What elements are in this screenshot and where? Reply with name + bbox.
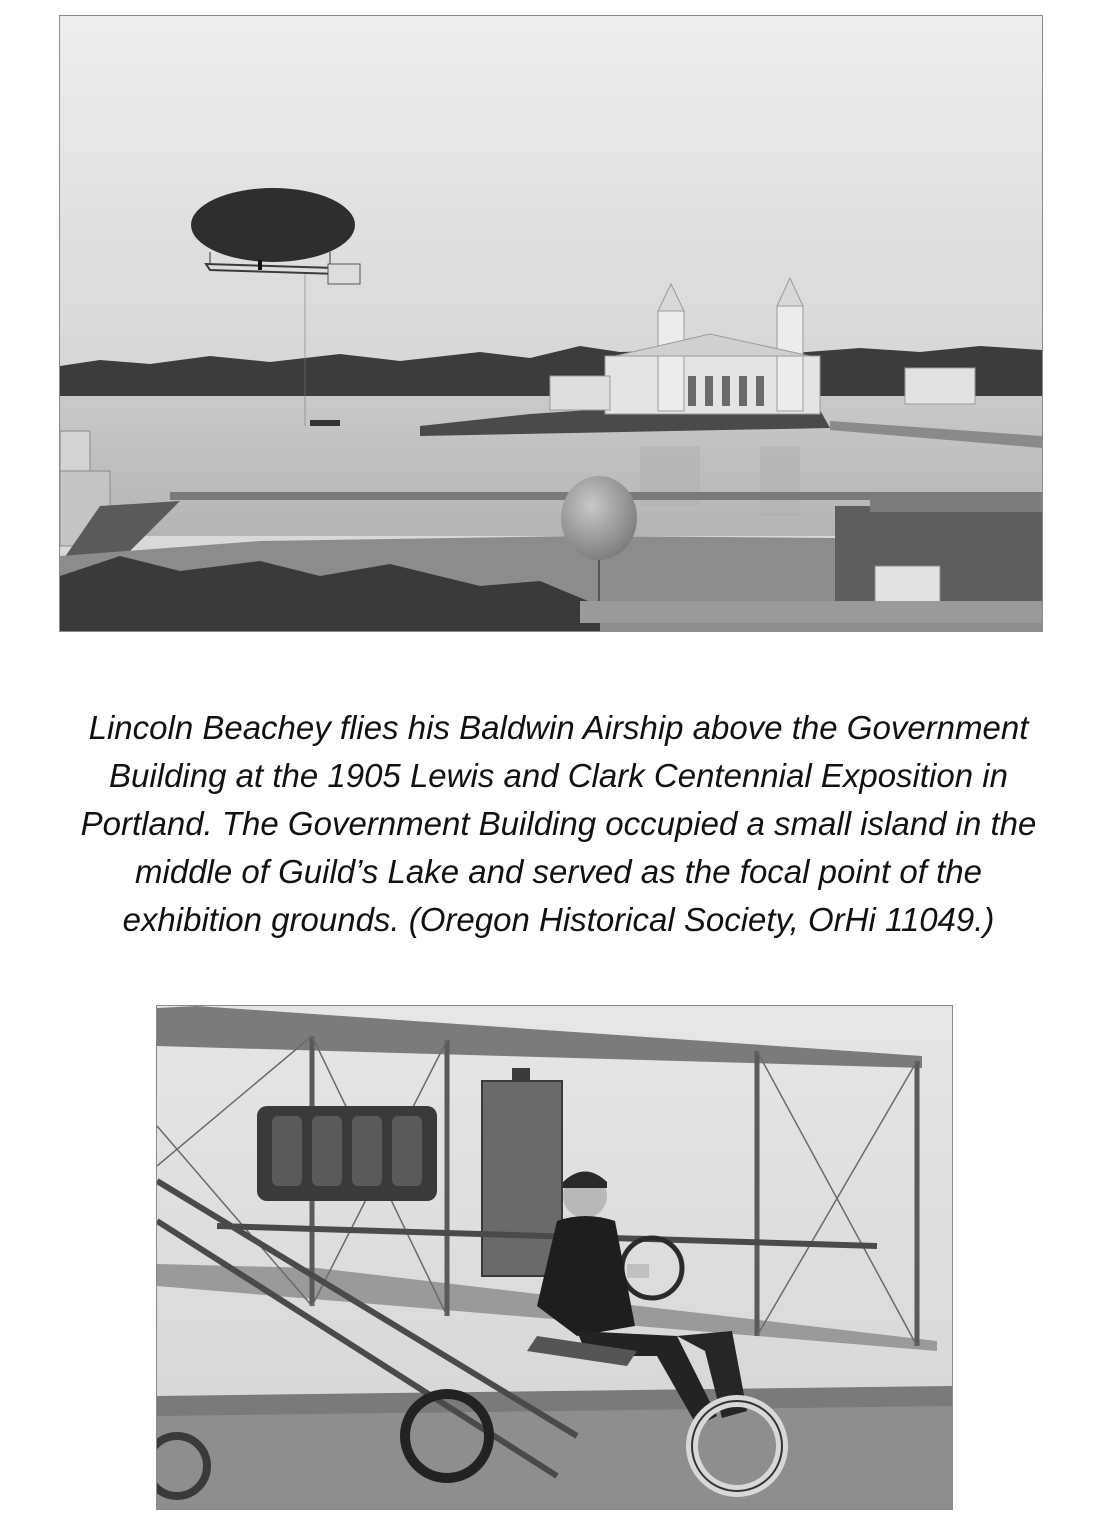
right-roof: [870, 494, 1042, 512]
boat: [310, 420, 340, 426]
balloon: [561, 476, 637, 560]
exposition-airship-photo: [59, 15, 1043, 632]
photo-caption: [0, 704, 1117, 944]
small-building: [875, 566, 940, 606]
caption-line: middle of Guild’s Lake and served as the focal point of the: [135, 853, 982, 890]
caption-line: Portland. The Government Building occupied a small island in the: [80, 805, 1037, 842]
reflection: [760, 446, 800, 516]
caption-line: Building at the 1905 Lewis and Clark Centennial Exposition in: [109, 757, 1008, 794]
biplane-pilot-illustration: [157, 1006, 952, 1509]
fence: [580, 601, 1042, 623]
exposition-airship-illustration: [60, 16, 1042, 631]
biplane-pilot-photo: [156, 1005, 953, 1510]
caption-line: Lincoln Beachey flies his Baldwin Airship above the Government: [88, 709, 1029, 746]
fuel-tank: [482, 1081, 562, 1276]
engine: [257, 1106, 437, 1201]
tank-cap: [512, 1068, 530, 1082]
caption-line: exhibition grounds. (Oregon Historical Society, OrHi 11049.): [122, 901, 995, 938]
sky: [60, 16, 1042, 376]
